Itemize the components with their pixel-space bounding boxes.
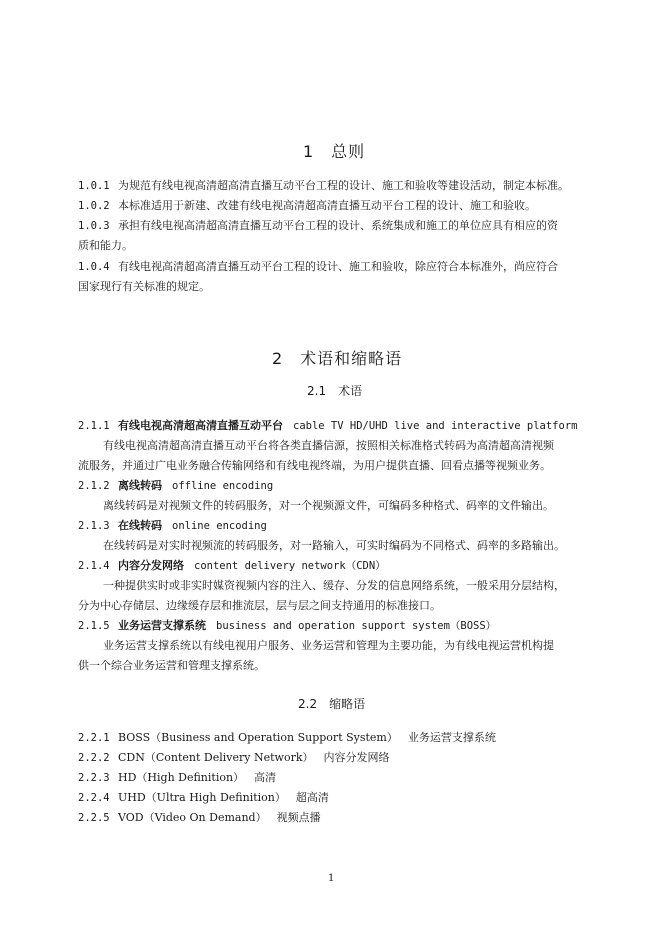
term-2-1-5 bbox=[78, 619, 496, 633]
clause-continuation: 国家现行有关标准的规定。 bbox=[78, 280, 210, 293]
abbr-2-2-3 bbox=[78, 771, 276, 785]
term-definition-continuation: 分为中心存储层、边缘缓存层和推流层，层与层之间支持通用的标准接口。 bbox=[78, 599, 441, 612]
clause-1-0-1 bbox=[78, 179, 569, 193]
clause-number: 1.0.2 bbox=[78, 200, 110, 212]
abbr-number: 2.2.5 bbox=[78, 812, 110, 824]
abbr-zh: 视频点播 bbox=[276, 811, 321, 824]
term-2-1-2 bbox=[78, 479, 273, 493]
clause-1-0-3 bbox=[78, 219, 558, 233]
clause-1-0-4 bbox=[78, 260, 558, 274]
term-number: 2.1.2 bbox=[78, 480, 110, 492]
clause-text: 承担有线电视高清超高清直播互动平台工程的设计、系统集成和施工的单位应具有相应的资 bbox=[118, 219, 558, 232]
term-zh: 有线电视高清超高清直播互动平台 bbox=[118, 419, 283, 432]
term-definition-continuation: 流服务，并通过广电业务融合传输网络和有线电视终端，为用户提供直播、回看点播等视频业务。 bbox=[78, 459, 551, 472]
clause-continuation: 质和能力。 bbox=[78, 239, 133, 252]
term-2-1-4 bbox=[78, 559, 386, 573]
abbr-number: 2.2.4 bbox=[78, 792, 110, 804]
abbr-zh: 业务运营支撑系统 bbox=[407, 731, 496, 744]
abbr-zh: 高清 bbox=[254, 771, 277, 784]
clause-number: 1.0.4 bbox=[78, 261, 110, 273]
abbr-2-2-5 bbox=[78, 811, 321, 825]
term-definition: 有线电视高清超高清直播互动平台将各类直播信源，按照相关标准格式转码为高清超高清视频 bbox=[103, 439, 554, 452]
section-2-2-title: 2.2 缩略语 bbox=[298, 697, 366, 711]
section-2-1-title: 2.1 术语 bbox=[307, 384, 363, 398]
abbr-number: 2.2.1 bbox=[78, 732, 110, 744]
abbr-en: HD（High Definition） bbox=[118, 771, 245, 784]
term-definition: 业务运营支撑系统以有线电视用户服务、业务运营和管理为主要功能，为有线电视运营机构提 bbox=[103, 639, 554, 652]
term-definition: 一种提供实时或非实时媒资视频内容的注入、缓存、分发的信息网络系统，一般采用分层结构， bbox=[103, 579, 565, 592]
term-number: 2.1.1 bbox=[78, 420, 110, 432]
abbr-en: VOD（Video On Demand） bbox=[118, 811, 267, 824]
term-zh: 内容分发网络 bbox=[118, 559, 184, 572]
abbr-2-2-1 bbox=[78, 731, 496, 745]
abbr-en: BOSS（Business and Operation Support System） bbox=[118, 731, 398, 744]
clause-1-0-2 bbox=[78, 199, 536, 213]
abbr-zh: 内容分发网络 bbox=[323, 751, 390, 764]
page-number: 1 bbox=[328, 873, 335, 884]
term-definition: 离线转码是对视频文件的转码服务，对一个视频源文件，可编码多种格式、码率的文件输出。 bbox=[103, 499, 554, 512]
term-en: offline encoding bbox=[172, 480, 274, 492]
term-zh: 业务运营支撑系统 bbox=[118, 619, 206, 632]
term-zh: 在线转码 bbox=[118, 519, 162, 532]
clause-number: 1.0.1 bbox=[78, 180, 110, 192]
term-2-1-3 bbox=[78, 519, 267, 533]
clause-number: 1.0.3 bbox=[78, 220, 110, 232]
abbr-2-2-2 bbox=[78, 751, 390, 765]
term-number: 2.1.3 bbox=[78, 520, 110, 532]
clause-text: 本标准适用于新建、改建有线电视高清超高清直播互动平台工程的设计、施工和验收。 bbox=[118, 199, 536, 212]
term-2-1-1 bbox=[78, 419, 577, 433]
abbr-en: CDN（Content Delivery Network） bbox=[118, 751, 314, 764]
chapter-1-title: 1 总则 bbox=[303, 142, 366, 161]
term-number: 2.1.5 bbox=[78, 620, 110, 632]
abbr-en: UHD（Ultra High Definition） bbox=[118, 791, 286, 804]
term-en: cable TV HD/UHD live and interactive platform bbox=[293, 420, 578, 432]
term-definition: 在线转码是对实时视频流的转码服务，对一路输入，可实时编码为不同格式、码率的多路输出。 bbox=[103, 539, 565, 552]
term-en: content delivery network（CDN） bbox=[194, 560, 386, 572]
term-en: business and operation support system（BOSS） bbox=[216, 620, 497, 632]
clause-text: 有线电视高清超高清直播互动平台工程的设计、施工和验收，除应符合本标准外，尚应符合 bbox=[118, 260, 558, 273]
clause-text: 为规范有线电视高清超高清直播互动平台工程的设计、施工和验收等建设活动，制定本标准。 bbox=[118, 179, 569, 192]
abbr-number: 2.2.2 bbox=[78, 752, 110, 764]
term-definition-continuation: 供一个综合业务运营和管理支撑系统。 bbox=[78, 659, 265, 672]
term-en: online encoding bbox=[172, 520, 267, 532]
term-number: 2.1.4 bbox=[78, 560, 110, 572]
abbr-zh: 超高清 bbox=[295, 791, 329, 804]
term-zh: 离线转码 bbox=[118, 479, 162, 492]
abbr-2-2-4 bbox=[78, 791, 329, 805]
chapter-2-title: 2 术语和缩略语 bbox=[272, 349, 403, 368]
abbr-number: 2.2.3 bbox=[78, 772, 110, 784]
